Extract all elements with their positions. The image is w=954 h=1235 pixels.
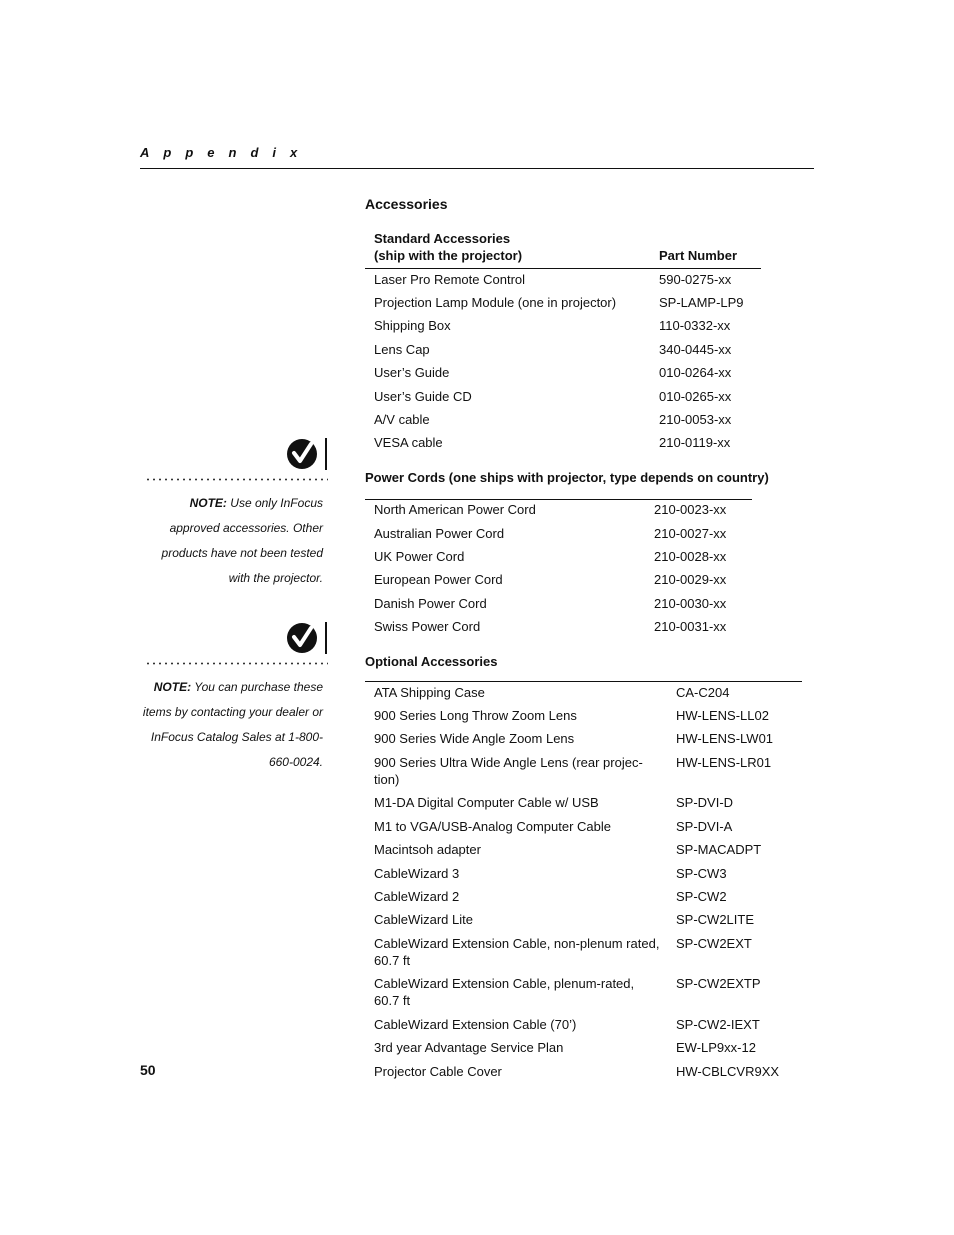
note-label: NOTE:: [189, 496, 227, 510]
note-text: [140, 491, 323, 591]
header-rule: [140, 168, 814, 169]
running-header: Appendix: [140, 145, 312, 160]
note-check-icon: [286, 621, 330, 655]
optional-row-part: SP-CW2-IEXT: [676, 1017, 760, 1032]
optional-row-name: 3rd year Advantage Service Plan: [374, 1040, 564, 1055]
note-divider: [145, 478, 328, 481]
optional-row-part: HW-LENS-LW01: [676, 731, 774, 746]
standard-row-part: 210-0053-xx: [659, 412, 732, 427]
optional-row-part: HW-LENS-LL02: [676, 708, 769, 723]
power-row-name: UK Power Cord: [374, 549, 465, 564]
optional-row-name: CableWizard Extension Cable, non-plenum rated, 60.7 ft: [374, 936, 660, 968]
standard-row-name: User’s Guide CD: [374, 389, 472, 404]
standard-row-name: Shipping Box: [374, 318, 451, 333]
note-body: Use only InFocus approved accessories. Other products have not been tested with the projector.: [161, 496, 323, 585]
optional-row-part: SP-MACADPT: [676, 842, 762, 857]
standard-row-part: 010-0264-xx: [659, 365, 732, 380]
power-row-part: 210-0023-xx: [654, 502, 727, 517]
optional-row-part: SP-CW2EXT: [676, 936, 752, 951]
power-row-name: North American Power Cord: [374, 502, 536, 517]
standard-row-part: 590-0275-xx: [659, 272, 732, 287]
standard-row-name: Projection Lamp Module (one in projector): [374, 295, 617, 310]
power-row-part: 210-0027-xx: [654, 526, 727, 541]
optional-row-name: 900 Series Ultra Wide Angle Lens (rear projec- tion): [374, 755, 643, 787]
optional-row-name: CableWizard Lite: [374, 912, 473, 927]
power-row-name: Australian Power Cord: [374, 526, 505, 541]
optional-row-name: Projector Cable Cover: [374, 1064, 502, 1079]
note-label: NOTE:: [153, 680, 192, 694]
optional-row-part: SP-DVI-D: [676, 795, 734, 810]
power-row-name: Swiss Power Cord: [374, 619, 481, 634]
power-row-part: 210-0031-xx: [654, 619, 727, 634]
standard-row-part: 210-0119-xx: [659, 435, 731, 450]
note-text: [140, 675, 323, 775]
optional-row-name: Macintsoh adapter: [374, 842, 481, 857]
optional-accessories-title: Optional Accessories: [365, 654, 498, 669]
standard-header-line2: (ship with the projector): [374, 248, 523, 263]
optional-row-part: EW-LP9xx-12: [676, 1040, 756, 1055]
standard-row-part: 340-0445-xx: [659, 342, 732, 357]
standard-row-part: SP-LAMP-LP9: [659, 295, 744, 310]
standard-row-name: Laser Pro Remote Control: [374, 272, 526, 287]
note-check-icon: [286, 437, 330, 471]
optional-row-part: SP-CW2LITE: [676, 912, 755, 927]
optional-row-name: ATA Shipping Case: [374, 685, 485, 700]
section-title: Accessories: [365, 196, 448, 212]
optional-row-name: CableWizard 2: [374, 889, 460, 904]
page-number: 50: [140, 1062, 156, 1078]
power-cords-title: Power Cords (one ships with projector, type depends on country): [365, 470, 769, 485]
standard-row-name: User’s Guide: [374, 365, 450, 380]
optional-row-name: 900 Series Long Throw Zoom Lens: [374, 708, 577, 723]
standard-row-name: Lens Cap: [374, 342, 430, 357]
note-body: You can purchase these items by contacting your dealer or InFocus Catalog Sales at 1-800-660-0024.: [142, 680, 323, 769]
power-row-part: 210-0029-xx: [654, 572, 727, 587]
optional-row-name: CableWizard Extension Cable, plenum-rated, 60.7 ft: [374, 976, 635, 1008]
power-row-part: 210-0030-xx: [654, 596, 727, 611]
optional-row-name: M1-DA Digital Computer Cable w/ USB: [374, 795, 599, 810]
optional-row-name: M1 to VGA/USB-Analog Computer Cable: [374, 819, 611, 834]
note-divider: [145, 662, 328, 665]
optional-row-name: CableWizard Extension Cable (70’): [374, 1017, 577, 1032]
power-row-name: European Power Cord: [374, 572, 503, 587]
optional-row-part: SP-CW3: [676, 866, 727, 881]
standard-row-name: VESA cable: [374, 435, 443, 450]
optional-row-name: CableWizard 3: [374, 866, 460, 881]
optional-accessories-rule: [365, 681, 802, 682]
power-row-name: Danish Power Cord: [374, 596, 487, 611]
standard-header-part: Part Number: [659, 248, 738, 263]
standard-row-part: 010-0265-xx: [659, 389, 732, 404]
optional-row-part: HW-CBLCVR9XX: [676, 1064, 780, 1079]
optional-row-part: CA-C204: [676, 685, 730, 700]
power-row-part: 210-0028-xx: [654, 549, 727, 564]
standard-row-name: A/V cable: [374, 412, 430, 427]
optional-row-name: 900 Series Wide Angle Zoom Lens: [374, 731, 575, 746]
standard-header-rule: [365, 268, 761, 269]
power-cords-rule: [365, 499, 752, 500]
optional-row-part: SP-CW2: [676, 889, 727, 904]
standard-header-line1: Standard Accessories: [374, 231, 511, 246]
standard-row-part: 110-0332-xx: [659, 318, 731, 333]
optional-row-part: SP-CW2EXTP: [676, 976, 761, 991]
optional-row-part: SP-DVI-A: [676, 819, 733, 834]
optional-row-part: HW-LENS-LR01: [676, 755, 772, 770]
